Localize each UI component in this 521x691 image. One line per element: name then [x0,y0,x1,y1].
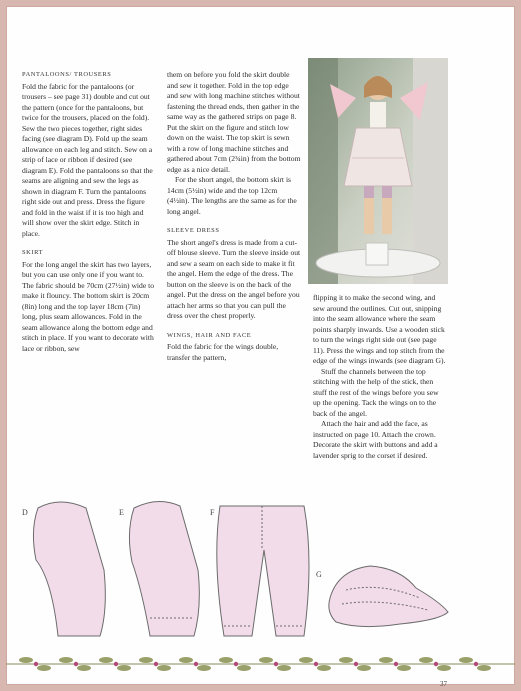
page-number: 37 [440,680,447,688]
heading-wings-hair-face: WINGS, HAIR AND FACE [167,331,252,339]
paragraph-wings: Fold the fabric for the wings double, transfer the pattern, [167,342,279,362]
paragraph-pantaloons: Fold the fabric for the pantaloons (or trousers – see page 31) double and cut out the pattern (once for the pantaloons, but twice for the trousers, placed on the fold). Sew the two pieces together, right sides facing (see diagram D). Fold up the seam allowance on each leg and stitch. Sew on a strip of lace or ribbon if desired (see diagram E). Fold the pantaloons so that the seams are aligning and sew the legs as shown in diagram F. Turn the pantaloons right side out and press. Dress the figure and fold in the waist if it is too high and will show over the skirt edge. Stitch in place. [22,81,153,238]
heading-skirt: SKIRT [22,249,44,256]
decorative-vine-border [6,653,515,675]
paragraph-wings-continued: flipping it to make the second wing, and sew around the outlines. Cut out, snipping into the seam allowance where the seam points sharply inwards. Use a wooden stick to turn the wings right side out (see page 11). Press the wings and top stitch from the edge of the wings inwards (see diagram G). [313,293,446,365]
diagram-e-label: E [119,508,124,517]
paragraph-sleeve-dress: The short angel's dress is made from a cut-off blouse sleeve. Turn the sleeve inside out and sew a seam on each side to make it fit the angel. Hem the edge of the dress. The button on the sleeve is on the back of the angel. Put the dress on the angel before you attach her arms so that you can pull the dress over the chest properly. [167,237,301,320]
text-column-1 [22,70,156,354]
paragraph-hair-face: Attach the hair and add the face, as instructed on page 10. Attach the crown. Decorate the skirt with buttons and add a lavender sprig to the corset if desired. [313,419,438,460]
paragraph-stuffing: Stuff the channels between the top stitching with the help of the stick, then stuff the rest of the wings before you sew up the opening. Tack the wings on to the back of the angel. [313,366,439,418]
diagram-e-pantaloon-piece [129,501,199,636]
diagram-d-label: D [22,508,28,517]
diagram-f-pantaloons [217,506,309,636]
diagram-f-label: F [210,508,215,517]
diagram-d-pantaloon-piece [33,502,105,636]
diagram-g-wing [329,566,448,627]
paragraph-short-angel: For the short angel, the bottom skirt is 14cm (5½in) wide and the top 12cm (4½in). The lengths are the same as for the long angel. [167,175,297,216]
text-column-3 [313,293,447,461]
paragraph-skirt-continued: them on before you fold the skirt double and sew it together. Fold in the top edge and sew with long machine stitches without fastening the thread ends, then gather in the same way as the gathered strips on page 8. Put the skirt on the figure and stitch low down on the waist. The top skirt is sewn with a row of long machine stitches and gathered about 7cm (2¾in) from the bottom edge as a nice detail. [167,70,301,174]
text-column-2 [167,70,301,363]
heading-pantaloons: PANTALOONS/ TROUSERS [22,71,112,78]
diagram-g-label: G [316,570,322,579]
paragraph-skirt: For the long angel the skirt has two layers, but you can use only one if you want to. The fabric should be 70cm (27½in) wide to make it flouncy. The bottom skirt is 20cm (8in) long and the top layer 18cm (7in) long, plus seam allowances. Fold in the seam allowance along the bottom edge and stitch in place. If you want to decorate with lace or ribbon, sew [22,259,155,353]
pattern-diagrams [0,490,521,650]
angel-doll-photo [308,58,448,284]
heading-sleeve-dress: SLEEVE DRESS [167,227,220,234]
